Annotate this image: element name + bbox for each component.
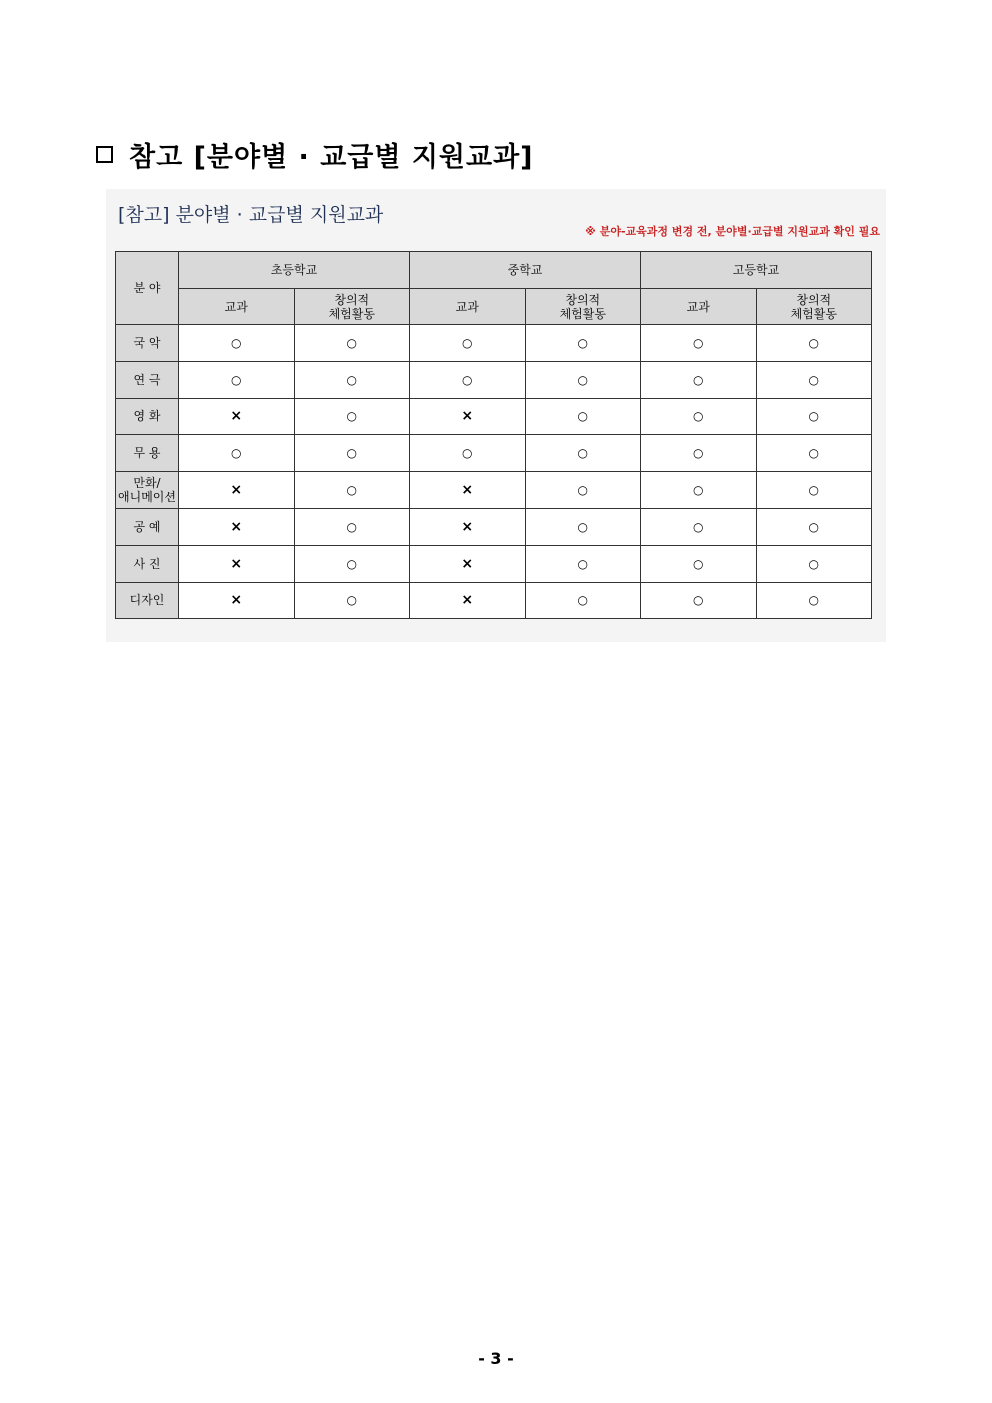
support-mark-cell xyxy=(410,545,526,582)
support-mark-cell xyxy=(294,472,410,509)
support-mark-cell xyxy=(179,435,295,472)
field-header: 분 야 xyxy=(116,252,179,325)
support-mark-cell xyxy=(525,325,641,362)
support-mark-cell xyxy=(410,508,526,545)
support-mark-cell xyxy=(756,398,872,435)
not-supported-mark: × xyxy=(461,555,474,572)
field-name-cell: 디자인 xyxy=(116,582,179,619)
supported-mark: ○ xyxy=(577,335,588,350)
table-row xyxy=(116,472,872,509)
not-supported-mark: × xyxy=(230,408,243,425)
supported-mark: ○ xyxy=(693,446,704,461)
support-mark-cell xyxy=(756,545,872,582)
table-subheader-row xyxy=(116,289,872,325)
support-mark-cell xyxy=(410,398,526,435)
support-mark-cell xyxy=(410,435,526,472)
support-mark-cell xyxy=(179,361,295,398)
support-mark-cell xyxy=(756,361,872,398)
supported-mark: ○ xyxy=(693,409,704,424)
support-subjects-table xyxy=(115,251,872,619)
support-mark-cell xyxy=(410,472,526,509)
table-row xyxy=(116,325,872,362)
support-mark-cell xyxy=(641,398,757,435)
support-mark-cell xyxy=(756,472,872,509)
support-mark-cell xyxy=(410,361,526,398)
school-level-header: 중학교 xyxy=(410,252,641,289)
school-level-header: 초등학교 xyxy=(179,252,410,289)
supported-mark: ○ xyxy=(808,372,819,387)
support-mark-cell xyxy=(179,325,295,362)
support-mark-cell xyxy=(756,582,872,619)
supported-mark: ○ xyxy=(346,483,357,498)
supported-mark: ○ xyxy=(462,372,473,387)
supported-mark: ○ xyxy=(808,556,819,571)
supported-mark: ○ xyxy=(346,409,357,424)
supported-mark: ○ xyxy=(693,519,704,534)
supported-mark: ○ xyxy=(346,446,357,461)
not-supported-mark: × xyxy=(230,555,243,572)
reference-panel xyxy=(106,189,886,642)
supported-mark: ○ xyxy=(577,372,588,387)
supported-mark: ○ xyxy=(808,519,819,534)
support-mark-cell xyxy=(525,582,641,619)
support-mark-cell xyxy=(641,435,757,472)
support-mark-cell xyxy=(756,508,872,545)
supported-mark: ○ xyxy=(693,556,704,571)
supported-mark: ○ xyxy=(346,593,357,608)
panel-title: [참고] 분야별 · 교급별 지원교과 xyxy=(118,204,384,226)
support-mark-cell xyxy=(179,398,295,435)
support-mark-cell xyxy=(641,361,757,398)
supported-mark: ○ xyxy=(231,335,242,350)
support-mark-cell xyxy=(294,398,410,435)
supported-mark: ○ xyxy=(808,446,819,461)
supported-mark: ○ xyxy=(693,372,704,387)
support-mark-cell xyxy=(641,325,757,362)
supported-mark: ○ xyxy=(693,335,704,350)
supported-mark: ○ xyxy=(693,593,704,608)
supported-mark: ○ xyxy=(231,372,242,387)
not-supported-mark: × xyxy=(461,482,474,499)
supported-mark: ○ xyxy=(231,446,242,461)
page-number: - 3 - xyxy=(478,1349,514,1368)
not-supported-mark: × xyxy=(230,518,243,535)
support-mark-cell xyxy=(525,508,641,545)
support-mark-cell xyxy=(179,545,295,582)
table-header-row xyxy=(116,252,872,289)
sub-header: 창의적 체험활동 xyxy=(756,289,872,325)
supported-mark: ○ xyxy=(808,335,819,350)
supported-mark: ○ xyxy=(808,409,819,424)
table-row xyxy=(116,508,872,545)
support-mark-cell xyxy=(410,582,526,619)
support-mark-cell xyxy=(294,582,410,619)
sub-header: 창의적 체험활동 xyxy=(525,289,641,325)
not-supported-mark: × xyxy=(461,592,474,609)
support-mark-cell xyxy=(641,582,757,619)
field-name-cell: 만화/ 애니메이션 xyxy=(116,472,179,509)
panel-note: ※ 분야-교육과정 변경 전, 분야별·교급별 지원교과 확인 필요 xyxy=(585,225,880,238)
field-name-cell: 사 진 xyxy=(116,545,179,582)
supported-mark: ○ xyxy=(462,446,473,461)
table-row xyxy=(116,398,872,435)
supported-mark: ○ xyxy=(808,483,819,498)
field-name-cell: 공 예 xyxy=(116,508,179,545)
supported-mark: ○ xyxy=(346,335,357,350)
not-supported-mark: × xyxy=(230,482,243,499)
not-supported-mark: × xyxy=(230,592,243,609)
supported-mark: ○ xyxy=(577,519,588,534)
supported-mark: ○ xyxy=(346,556,357,571)
support-mark-cell xyxy=(641,472,757,509)
supported-mark: ○ xyxy=(577,446,588,461)
support-mark-cell xyxy=(756,325,872,362)
support-mark-cell xyxy=(294,325,410,362)
support-mark-cell xyxy=(525,398,641,435)
section-heading xyxy=(96,136,534,172)
support-mark-cell xyxy=(179,582,295,619)
support-mark-cell xyxy=(294,545,410,582)
support-mark-cell xyxy=(294,435,410,472)
supported-mark: ○ xyxy=(808,593,819,608)
field-name-cell: 무 용 xyxy=(116,435,179,472)
support-mark-cell xyxy=(641,508,757,545)
support-mark-cell xyxy=(179,472,295,509)
support-mark-cell xyxy=(525,361,641,398)
section-heading-text: 참고 [분야별 · 교급별 지원교과] xyxy=(129,141,534,173)
supported-mark: ○ xyxy=(577,556,588,571)
supported-mark: ○ xyxy=(346,372,357,387)
support-mark-cell xyxy=(756,435,872,472)
supported-mark: ○ xyxy=(693,483,704,498)
support-mark-cell xyxy=(525,435,641,472)
support-mark-cell xyxy=(641,545,757,582)
support-mark-cell xyxy=(525,472,641,509)
not-supported-mark: × xyxy=(461,518,474,535)
field-name-cell: 영 화 xyxy=(116,398,179,435)
support-mark-cell xyxy=(410,325,526,362)
table-row xyxy=(116,361,872,398)
empty-square-icon xyxy=(96,146,113,163)
table-row xyxy=(116,582,872,619)
supported-mark: ○ xyxy=(462,335,473,350)
support-mark-cell xyxy=(294,361,410,398)
field-name-cell: 연 극 xyxy=(116,361,179,398)
support-mark-cell xyxy=(294,508,410,545)
field-name-cell: 국 악 xyxy=(116,325,179,362)
support-mark-cell xyxy=(525,545,641,582)
sub-header: 교과 xyxy=(179,289,295,325)
support-mark-cell xyxy=(179,508,295,545)
school-level-header: 고등학교 xyxy=(641,252,872,289)
supported-mark: ○ xyxy=(577,483,588,498)
table-row xyxy=(116,435,872,472)
supported-mark: ○ xyxy=(577,409,588,424)
sub-header: 교과 xyxy=(410,289,526,325)
sub-header: 창의적 체험활동 xyxy=(294,289,410,325)
not-supported-mark: × xyxy=(461,408,474,425)
supported-mark: ○ xyxy=(346,519,357,534)
sub-header: 교과 xyxy=(641,289,757,325)
table-row xyxy=(116,545,872,582)
supported-mark: ○ xyxy=(577,593,588,608)
